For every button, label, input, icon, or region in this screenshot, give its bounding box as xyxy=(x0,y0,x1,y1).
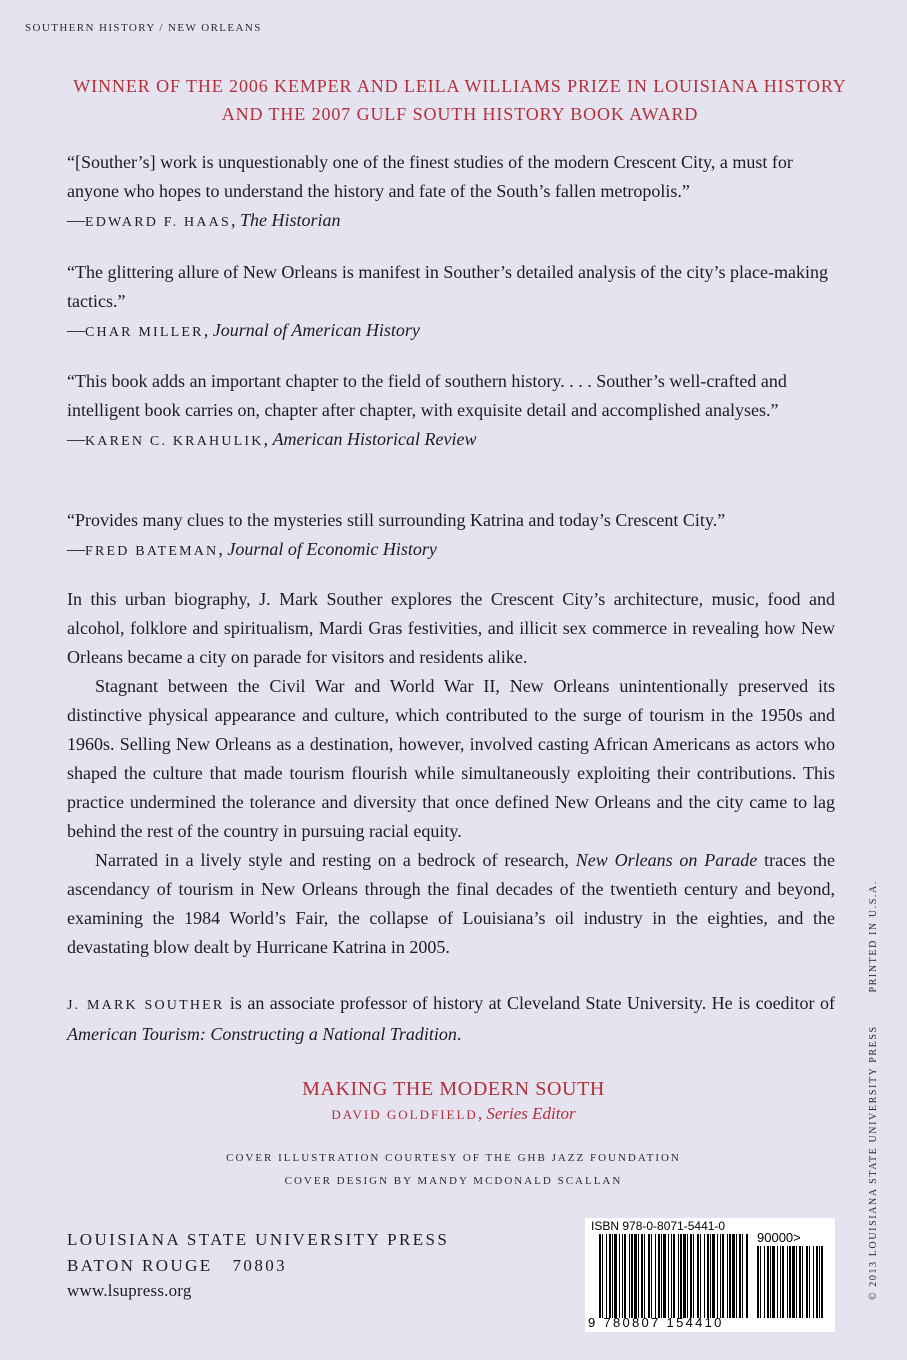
review-attribution: —CHAR MILLER, Journal of American History xyxy=(67,320,420,340)
barcode-bar xyxy=(704,1234,705,1318)
barcode-bar xyxy=(792,1246,795,1318)
barcode-bar xyxy=(729,1234,731,1318)
barcode-bar xyxy=(687,1234,688,1318)
cover-design-credit: COVER DESIGN BY MANDY MCDONALD SCALLAN xyxy=(284,1175,623,1187)
barcode-bar xyxy=(606,1234,607,1318)
publisher-website: www.lsupress.org xyxy=(67,1281,192,1300)
reviewer-name: KAREN C. KRAHULIK xyxy=(85,434,264,449)
barcode-bar xyxy=(782,1246,784,1318)
review-quote: “This book adds an important chapter to the field of southern history. . . . Souther’s well-crafted and intelligent book carries on, chapter after chapter, with exquisite detail and accomplished analyses.” xyxy=(67,371,787,420)
review-attribution: —EDWARD F. HAAS, The Historian xyxy=(67,210,341,230)
author-bio: J. MARK SOUTHER is an associate professor of history at Cleveland State University. He is coeditor of American Tourism: Constructing a National Tradition. xyxy=(67,993,836,1044)
barcode-bar xyxy=(680,1234,682,1318)
barcode-bar xyxy=(787,1246,788,1318)
barcode-bar xyxy=(651,1234,652,1318)
barcode-bar xyxy=(732,1234,735,1318)
reviewer-name: EDWARD F. HAAS xyxy=(85,215,231,230)
barcode-bar xyxy=(727,1234,728,1318)
barcode-bar xyxy=(710,1234,711,1318)
review-source: The Historian xyxy=(239,210,341,230)
barcode-bar xyxy=(799,1246,801,1318)
review-source: American Historical Review xyxy=(272,429,477,449)
barcode-bar xyxy=(813,1246,814,1318)
barcode-bar xyxy=(772,1246,775,1318)
barcode-bar xyxy=(770,1246,771,1318)
barcode-bar xyxy=(742,1234,743,1318)
barcode-bar xyxy=(764,1246,765,1318)
barcode-bar xyxy=(821,1246,823,1318)
barcode-bar xyxy=(609,1234,611,1318)
publisher-name: LOUISIANA STATE UNIVERSITY PRESS xyxy=(67,1230,450,1249)
barcode-bar xyxy=(712,1234,715,1318)
award-line-2: AND THE 2007 GULF SOUTH HISTORY BOOK AWARD xyxy=(221,104,699,124)
barcode-bar xyxy=(671,1234,672,1318)
barcode-bar xyxy=(629,1234,630,1318)
description-paragraph-2: Stagnant between the Civil War and World War II, New Orleans unintentionally preserved its distinctive physical appearance and culture, which contributed to the surge of tourism in the 1950s and 1960s. Selling New Orleans as a destination, however, involved casting African Americans as actors who shaped the culture that made tourism flourish while simultaneously exploiting their contributions. This practice undermined the tolerance and diversity that once defined New Orleans and the city came to lag behind the rest of the country in pursuing racial equity. xyxy=(67,676,835,841)
barcode-bar xyxy=(614,1234,617,1318)
barcode-bar xyxy=(644,1234,645,1318)
review-2 xyxy=(67,258,835,347)
barcode-bar xyxy=(673,1234,675,1318)
review-3 xyxy=(67,367,835,456)
barcode-bar xyxy=(602,1234,603,1318)
barcode-bar xyxy=(707,1234,709,1318)
barcode-bar xyxy=(683,1234,686,1318)
review-source: Journal of Economic History xyxy=(227,539,437,559)
copyright-vertical: © 2013 LOUISIANA STATE UNIVERSITY PRESS PRINTED IN U.S.A. xyxy=(868,880,879,1300)
barcode-bar xyxy=(722,1234,724,1318)
barcode-bar xyxy=(760,1246,761,1318)
barcode-bar xyxy=(746,1234,748,1318)
barcode-bar xyxy=(661,1234,662,1318)
barcode-bar xyxy=(802,1246,803,1318)
cover-illustration-credit: COVER ILLUSTRATION COURTESY OF THE GHB JAZZ FOUNDATION xyxy=(226,1152,681,1164)
description-paragraph-1: In this urban biography, J. Mark Souther explores the Crescent City’s architecture, music, food and alcohol, folklore and spiritualism, Mardi Gras festivities, and illicit sex commerce in revealing how New Orleans became a city on parade for visitors and residents alike. xyxy=(67,589,835,667)
book-title: New Orleans on Parade xyxy=(575,850,758,870)
barcode-bar xyxy=(690,1234,692,1318)
barcode-bar xyxy=(789,1246,791,1318)
barcode-bar xyxy=(806,1246,808,1318)
isbn-number: ISBN 978-0-8071-5441-0 xyxy=(591,1219,726,1233)
review-4 xyxy=(67,506,835,566)
description-paragraph-3: Narrated in a lively style and resting on a bedrock of research, New Orleans on Parade traces the ascendancy of tourism in New Orleans through the final decades of the twentieth century and beyond, examining the 1984 World’s Fair, the collapse of Louisiana’s oil industry in the eighties, and the devastating blow dealt by Hurricane Katrina in 2005. xyxy=(67,850,835,957)
barcode-bar xyxy=(697,1234,699,1318)
barcode-bar xyxy=(796,1246,797,1318)
review-quote: “[Souther’s] work is unquestionably one of the finest studies of the modern Crescent City, a must for anyone who hopes to understand the history and fate of the South’s fallen metropolis.” xyxy=(67,152,793,201)
barcode-bar xyxy=(700,1234,701,1318)
ean-digits: 9 780807 154410 xyxy=(588,1315,724,1330)
review-quote: “The glittering allure of New Orleans is manifest in Souther’s detailed analysis of the city’s place-making tactics.” xyxy=(67,262,828,311)
price-barcode-icon xyxy=(757,1246,823,1318)
barcode-bar xyxy=(638,1234,639,1318)
series-title: MAKING THE MODERN SOUTH xyxy=(302,1078,605,1100)
reviewer-name: CHAR MILLER xyxy=(85,325,204,340)
barcode-bar xyxy=(631,1234,633,1318)
review-source: Journal of American History xyxy=(212,320,420,340)
barcode-bar xyxy=(622,1234,623,1318)
book-description xyxy=(67,585,835,962)
review-attribution: —KAREN C. KRAHULIK, American Historical Review xyxy=(67,429,477,449)
barcode-bar xyxy=(655,1234,656,1318)
author-other-book: American Tourism: Constructing a National Tradition xyxy=(67,1024,457,1044)
barcode-bar xyxy=(767,1246,769,1318)
barcode-bar xyxy=(658,1234,660,1318)
barcode-bar xyxy=(720,1234,721,1318)
barcode-bar xyxy=(739,1234,741,1318)
publisher-city: BATON ROUGE 70803 xyxy=(67,1256,288,1275)
review-attribution: —FRED BATEMAN, Journal of Economic History xyxy=(67,539,437,559)
barcode-bar xyxy=(619,1234,620,1318)
barcode-bar xyxy=(777,1246,778,1318)
barcode-bar xyxy=(599,1234,601,1318)
review-quote: “Provides many clues to the mysteries still surrounding Katrina and today’s Crescent City.” xyxy=(67,510,726,530)
category-label: SOUTHERN HISTORY / NEW ORLEANS xyxy=(25,22,262,34)
barcode-bar xyxy=(634,1234,637,1318)
barcode-bar xyxy=(641,1234,643,1318)
barcode-bar xyxy=(678,1234,679,1318)
barcode-bar xyxy=(809,1246,810,1318)
author-name: J. MARK SOUTHER xyxy=(67,998,225,1013)
isbn-barcode xyxy=(585,1218,835,1332)
reviewer-name: FRED BATEMAN xyxy=(85,544,219,559)
barcode-bar xyxy=(736,1234,737,1318)
barcode-bar xyxy=(780,1246,781,1318)
barcode-bar xyxy=(816,1246,818,1318)
barcode-bar xyxy=(612,1234,613,1318)
award-line-1: WINNER OF THE 2006 KEMPER AND LEILA WILLIAMS PRIZE IN LOUISIANA HISTORY xyxy=(73,76,847,96)
review-1 xyxy=(67,148,835,237)
series-editor: DAVID GOLDFIELD, Series Editor xyxy=(331,1104,576,1123)
barcode-bar xyxy=(819,1246,820,1318)
barcode-bars-icon xyxy=(599,1234,749,1318)
barcode-bar xyxy=(693,1234,694,1318)
price-code: 90000> xyxy=(757,1230,801,1245)
barcode-bar xyxy=(663,1234,666,1318)
barcode-bar xyxy=(624,1234,626,1318)
barcode-bar xyxy=(757,1246,759,1318)
barcode-bar xyxy=(648,1234,650,1318)
barcode-bar xyxy=(668,1234,669,1318)
barcode-bar xyxy=(717,1234,718,1318)
